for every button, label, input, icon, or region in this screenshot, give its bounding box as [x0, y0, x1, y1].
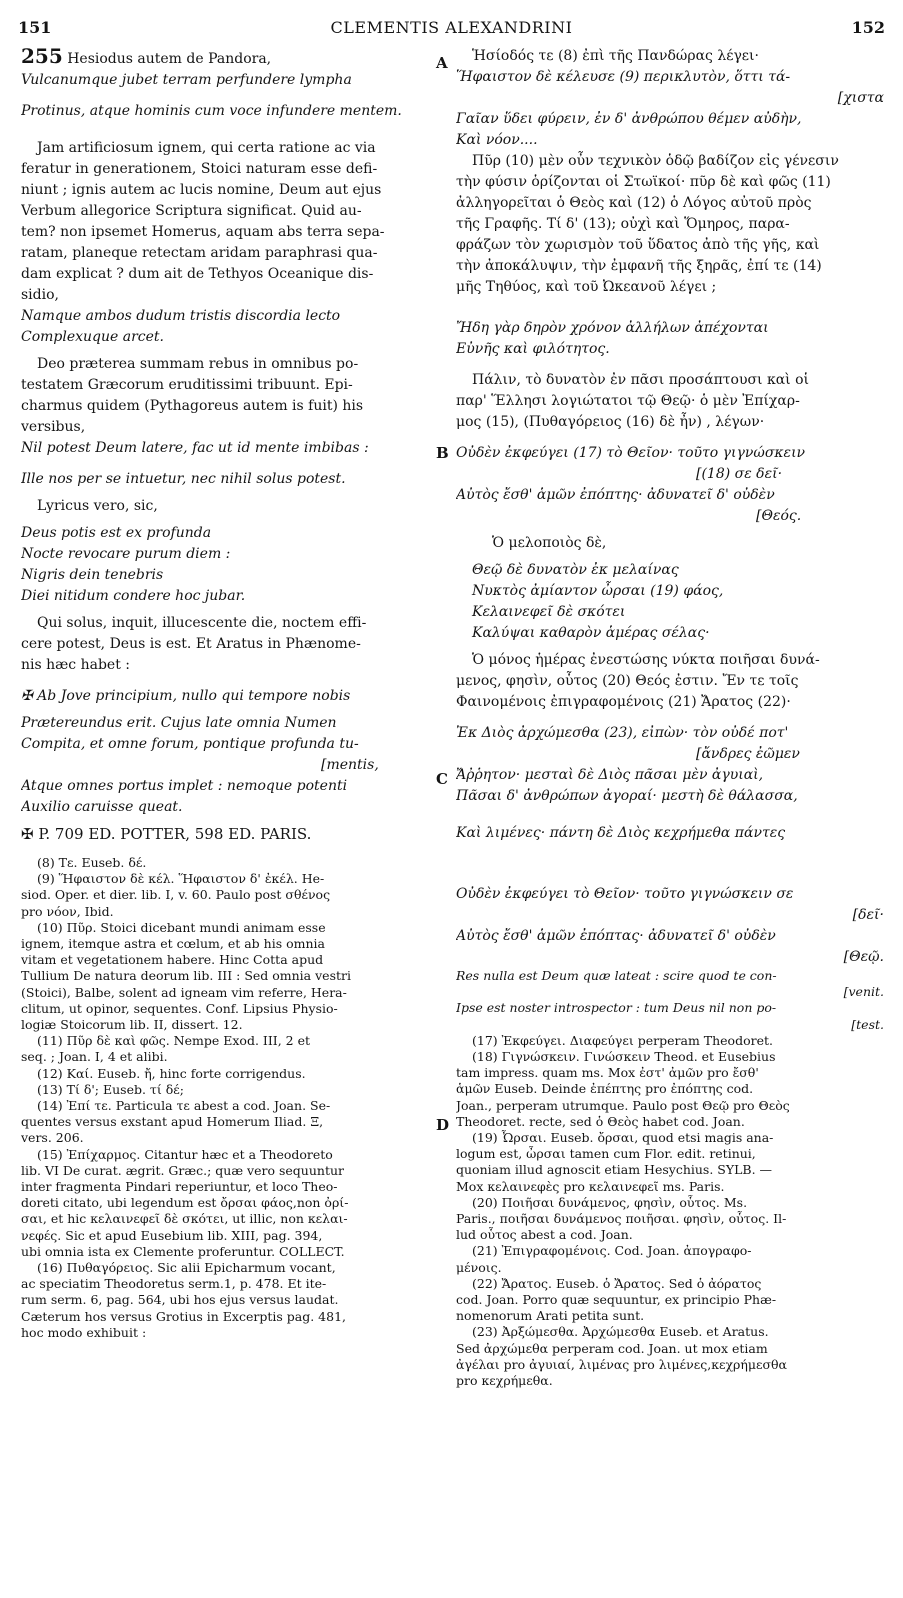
greek-verse-line: Καὶ λιμένες· πάντη δὲ Διὸς κεχρήμεθα πάντες — [456, 825, 786, 841]
latin-paragraph-line: nis hæc habet : — [21, 657, 130, 673]
greek-verse-continuation: [Θεῷ. — [843, 949, 884, 965]
footnote-line: μένοις. — [456, 1259, 502, 1275]
greek-paragraph-line: φράζων τὸν χωρισμὸν τοῦ ὕδατος ἀπὸ τῆς γῆς, καὶ — [456, 237, 820, 253]
footnote-line: (8) Τε. Euseb. δέ. — [37, 855, 147, 870]
footnote-line: Tullium De natura deorum lib. III : Sed omnia vestri — [21, 968, 351, 984]
greek-verse-line: Θεῷ δὲ δυνατὸν ἐκ μελαίνας — [472, 562, 679, 578]
footnote-line: ἀγέλαι pro ἀγυιαί, λιμένας pro λιμένες,κεχρήμεσθα — [456, 1356, 787, 1372]
footnote-line: (13) Τί δ'; Euseb. τί δέ; — [37, 1081, 184, 1097]
greek-paragraph-line: τὴν ἀποκάλυψιν, τὴν ἐμφανῆ τῆς ξηρᾶς, ἐπί τε (14) — [456, 258, 822, 274]
latin-verse-line: Nil potest Deum latere, fac ut id mente imbibas : — [21, 440, 369, 456]
greek-paragraph-line: τὴν φύσιν ὁρίζονται οἱ Στωϊκοί· πῦρ δὲ καὶ φῶς (11) — [456, 174, 831, 190]
greek-verse-line: Νυκτὸς ἀμίαντον ὦρσαι (19) φάος, — [472, 583, 724, 599]
footnote-line: (19) Ὦρσαι. Euseb. ὄρσαι, quod etsi magis ana- — [472, 1130, 774, 1146]
greek-paragraph-line: παρ' Ἕλλησι λογιώτατοι τῷ Θεῷ· ὁ μὲν Ἐπίχαρ- — [456, 393, 800, 409]
latin-verse-line: Deus potis est ex profunda — [21, 525, 212, 541]
grotius-version — [456, 884, 884, 1033]
greek-paragraph-line: μος (15), (Πυθαγόρειος (16) δὲ ἦν) , λέγων· — [456, 414, 765, 430]
greek-verse-line: Πᾶσαι δ' ἀνθρώπων ἀγοραί· μεστὴ δὲ θάλασσα, — [456, 788, 798, 804]
greek-paragraph-line: μενος, φησὶν, οὗτος (20) Θεός ἐστιν. Ἔν τε τοῖς — [456, 673, 799, 689]
latin-paragraph-line: dam explicat ? dum ait de Tethyos Oceanique dis- — [21, 266, 374, 282]
latin-verse-line: Vulcanumque jubet terram perfundere lympha — [21, 72, 352, 88]
latin-verse-line: Nocte revocare purum diem : — [21, 546, 231, 562]
footnote-line: (Stoici), Balbe, solent ad igneam vim referre, Hera- — [21, 984, 347, 1000]
footnote-line: Cæterum hos versus Grotius in Excerptis pag. 481, — [21, 1308, 346, 1324]
footnote-line: (22) Ἄρατος. Euseb. ὁ Ἄρατος. Sed ὁ ἀόρατος — [472, 1275, 762, 1291]
lyricus-line: Lyricus vero, sic, — [37, 498, 158, 514]
greek-paragraph-line: Φαινομένοις ἐπιγραφομένοις (21) Ἄρατος (22)· — [456, 694, 791, 710]
latin-paragraph-line: Deo præterea summam rebus in omnibus po- — [37, 356, 359, 372]
latin-verse-continuation: [test. — [851, 1016, 884, 1032]
footnote-line: quoniam illud agnoscit etiam Hesychius. SYLB. — — [456, 1162, 773, 1178]
latin-verse-line: Atque omnes portus implet : nemoque potenti — [21, 778, 348, 794]
footnote-line: doreti citato, ubi legendum est ὄρσαι φάος,non ὀρί- — [21, 1195, 349, 1211]
greek-verse-line: Αὐτὸς ἔσθ' ἁμῶν ἐπόπτας· ἀδυνατεῖ δ' οὐδὲν — [456, 928, 776, 944]
latin-verse-line: Ille nos per se intuetur, nec nihil solus potest. — [21, 471, 346, 487]
latin-verse-line: Diei nitidum condere hoc jubar. — [21, 588, 246, 604]
paragraph-number: 255 — [21, 46, 63, 68]
footnote-line: siod. Oper. et dier. lib. I, v. 60. Paulo post σθένος — [21, 887, 331, 903]
latin-verse-line: Nigris dein tenebris — [21, 567, 164, 583]
footnote-line: (23) Ἀρξώμεσθα. Ἀρχώμεσθα Euseb. et Aratus. — [472, 1324, 769, 1340]
greek-paragraph-line: τῆς Γραφῆς. Τί δ' (13); οὐχὶ καὶ Ὅμηρος, παρα- — [456, 216, 790, 232]
greek-verse-continuation: [δεῖ· — [852, 907, 884, 923]
footnote-line: nomenorum Arati petita sunt. — [456, 1308, 645, 1324]
footnote-line: pro νόον, Ibid. — [21, 903, 114, 919]
footnote-line: rum serm. 6, pag. 564, ubi hos ejus versus laudat. — [21, 1292, 339, 1308]
greek-verse-line: Ἥφαιστον δὲ κέλευσε (9) περικλυτὸν, ὅττι τά- — [456, 69, 791, 85]
greek-verse-line: Ἐκ Διὸς ἀρχώμεσθα (23), εἰπὼν· τὸν οὐδέ ποτ' — [456, 725, 789, 741]
latin-paragraph-line: tem? non ipsemet Homerus, aquam abs terra sepa- — [21, 224, 385, 240]
greek-verse-line: Γαῖαν ὕδει φύρειν, ἐν δ' ἀνθρώπου θέμεν αὐδὴν, — [456, 111, 802, 127]
latin-paragraph-line: cere potest, Deus is est. Et Aratus in Phænome- — [21, 636, 361, 652]
margin-marker-c: C — [436, 770, 448, 788]
latin-verse-line: Auxilio caruisse queat. — [21, 799, 183, 815]
footnote-line: (17) Ἐκφεύγει. Διαφεύγει perperam Theodoret. — [472, 1032, 773, 1048]
edition-reference: ✠ P. 709 ED. POTTER, 598 ED. PARIS. — [21, 825, 312, 843]
footnote-line: seq. ; Joan. I, 4 et alibi. — [21, 1049, 168, 1065]
footnote-line: (20) Ποιῆσαι δυνάμενος, φησὶν, οὗτος. Ms. — [472, 1194, 748, 1210]
footnote-line: ubi omnia ista ex Clemente proferuntur. COLLECT. — [21, 1243, 345, 1259]
latin-paragraph-line: ratam, planeque retectam aridam paraphrasi qua- — [21, 245, 378, 261]
footnote-line: clitum, ut opinor, sequentes. Conf. Lipsius Physio- — [21, 1000, 338, 1016]
greek-verse-continuation: [Θεός. — [756, 508, 802, 524]
footnote-line: (21) Ἐπιγραφομένοις. Cod. Joan. ἀπογραφο- — [472, 1243, 752, 1259]
greek-verse-line: Εὐνῆς καὶ φιλότητος. — [456, 341, 610, 357]
running-header — [14, 14, 889, 40]
greek-column — [456, 46, 884, 1389]
footnote-line: ἁμῶν Euseb. Deinde ἐπέπτης pro ἐπόπτης cod. — [456, 1081, 754, 1097]
greek-verse-line: Οὐδὲν ἐκφεύγει τὸ Θεῖον· τοῦτο γιγνώσκειν σε — [456, 886, 794, 902]
margin-marker-d: D — [436, 1116, 450, 1134]
latin-intro: 255 Hesiodus autem de Pandora, — [21, 46, 272, 68]
latin-verse-line: Res nulla est Deum quæ lateat : scire quod te con- — [456, 968, 777, 983]
latin-paragraph-line: feratur in generationem, Stoici naturam esse defi- — [21, 161, 378, 177]
footnote-line: ignem, itemque astra et cœlum, et ab his omnia — [21, 936, 325, 952]
latin-verse-line: Namque ambos dudum tristis discordia lecto — [21, 308, 341, 324]
footnote-line: (9) Ἥφαιστον δὲ κέλ. Ἥφαιστον δ' ἐκέλ. He- — [37, 871, 325, 887]
page-number-left: 151 — [18, 18, 52, 37]
latin-verse-line: Ipse est noster introspector : tum Deus nil non po- — [456, 1000, 777, 1016]
latin-paragraph-line: Verbum allegorice Scriptura significat. Quid au- — [21, 203, 362, 219]
footnote-line: (12) Καί. Euseb. ἤ, hinc forte corrigendus. — [37, 1065, 306, 1081]
latin-verse-continuation: [venit. — [843, 984, 884, 1000]
latin-paragraph-line: versibus, — [21, 419, 86, 435]
margin-marker-a: A — [436, 54, 448, 72]
greek-verse-line: Ἤδη γὰρ δηρὸν χρόνον ἀλλήλων ἀπέχονται — [456, 320, 769, 336]
footnote-line: ac speciatim Theodoretus serm.1, p. 478. Et ite- — [21, 1276, 327, 1292]
greek-verse-line: Καλύψαι καθαρὸν ἁμέρας σέλας· — [472, 625, 710, 641]
melopoios-line: Ὁ μελοποιὸς δὲ, — [492, 535, 607, 551]
footnotes-right — [456, 1033, 884, 1389]
footnote-line: (11) Πῦρ δὲ καὶ φῶς. Nempe Exod. III, 2 et — [37, 1033, 310, 1049]
footnote-line: lud οὗτος abest a cod. Joan. — [456, 1227, 633, 1243]
latin-paragraph-line: sidio, — [21, 287, 59, 303]
latin-paragraph-line: niunt ; ignis autem ac lucis nomine, Deum aut ejus — [21, 182, 382, 198]
greek-paragraph-line: Ὁ μόνος ἡμέρας ἐνεστώσης νύκτα ποιῆσαι δυνά- — [472, 652, 820, 668]
footnote-line: lib. VI De curat. ægrit. Græc.; quæ vero sequuntur — [21, 1162, 345, 1178]
footnote-line: (16) Πυθαγόρειος. Sic alii Epicharmum vocant, — [37, 1260, 336, 1276]
greek-verse-line: Καὶ νόον.... — [456, 132, 538, 148]
footnote-line: Paris., ποιῆσαι δυνάμενος ποιῆσαι. φησὶν, οὗτος. Il- — [456, 1211, 787, 1227]
footnote-line: Joan., perperam utrumque. Paulo post Θεῷ pro Θεὸς — [456, 1097, 790, 1113]
latin-verse-line: Compita, et omne forum, pontique profunda tu- — [21, 736, 359, 752]
greek-verse-continuation: [ἄνδρες ἐῶμεν — [696, 746, 800, 762]
footnote-line: quentes versus exstant apud Homerum Iliad. Ξ, — [21, 1114, 324, 1130]
footnote-line: pro κεχρήμεθα. — [456, 1373, 553, 1389]
greek-intro: Ἡσίοδός τε (8) ἐπὶ τῆς Πανδώρας λέγει· — [472, 48, 759, 64]
latin-verse-line: ✠ Ab Jove principium, nullo qui tempore nobis — [21, 688, 351, 704]
greek-paragraph-line: Πῦρ (10) μὲν οὖν τεχνικὸν ὁδῷ βαδίζον εἰς γένεσιν — [472, 153, 839, 169]
footnote-line: νεφές. Sic et apud Eusebium lib. XIII, pag. 394, — [21, 1227, 323, 1243]
footnote-line: vers. 206. — [21, 1130, 84, 1146]
latin-verse-line: Protinus, atque hominis cum voce infundere mentem. — [21, 103, 402, 119]
footnote-line: logiæ Stoicorum lib. II, dissert. 12. — [21, 1017, 243, 1033]
greek-verse-line: Οὐδὲν ἐκφεύγει (17) τὸ Θεῖον· τοῦτο γιγνώσκειν — [456, 445, 806, 461]
latin-paragraph-line: charmus quidem (Pythagoreus autem is fuit) his — [21, 398, 364, 414]
footnote-line: (15) Ἐπίχαρμος. Citantur hæc et a Theodoreto — [37, 1146, 333, 1162]
latin-verse-line: Complexuque arcet. — [21, 329, 165, 345]
footnote-line: Sed ἀρχώμεθα perperam cod. Joan. ut mox etiam — [456, 1340, 768, 1356]
greek-paragraph-line: Πάλιν, τὸ δυνατὸν ἐν πᾶσι προσάπτουσι καὶ οἱ — [472, 372, 810, 388]
greek-paragraph-line: ἀλληγορεῖται ὁ Θεὸς καὶ (12) ὁ Λόγος αὐτοῦ πρὸς — [456, 195, 812, 211]
latin-verse-continuation: [mentis, — [321, 757, 379, 773]
latin-verse-line: Prætereundus erit. Cujus late omnia Numen — [21, 715, 337, 731]
footnote-line: hoc modo exhibuit : — [21, 1324, 147, 1340]
latin-paragraph-line: Qui solus, inquit, illucescente die, noctem effi- — [37, 615, 367, 631]
greek-verse-continuation: [(18) σε δεῖ· — [696, 466, 783, 482]
latin-paragraph-line: testatem Græcorum eruditissimi tribuunt. Epi- — [21, 377, 353, 393]
footnote-line: Theodoret. recte, sed ὁ Θεὸς habet cod. Joan. — [456, 1113, 745, 1129]
footnote-line: inter fragmenta Pindari reperiuntur, et loco Theo- — [21, 1179, 338, 1195]
greek-verse-continuation: [χιστα — [837, 90, 884, 106]
footnote-line: σαι, et hic κελαινεφεῖ δὲ σκότει, ut illic, non κελαι- — [21, 1211, 348, 1227]
greek-verse-line: Αὐτὸς ἔσθ' ἁμῶν ἐπόπτης· ἀδυνατεῖ δ' οὐδὲν — [456, 487, 775, 503]
running-title: CLEMENTIS ALEXANDRINI — [330, 18, 573, 37]
footnote-line: cod. Joan. Porro quæ sequuntur, ex principio Phæ- — [456, 1292, 777, 1308]
footnote-line: tam impress. quam ms. Mox ἐστ' ἀμῶν pro ἔσθ' — [456, 1065, 759, 1081]
latin-paragraph-line: Jam artificiosum ignem, qui certa ratione ac via — [37, 140, 376, 156]
footnote-line: Mox κελαινεφὲς pro κελαινεφεῖ ms. Paris. — [456, 1178, 725, 1194]
greek-verse-line: Κελαινεφεῖ δὲ σκότει — [472, 604, 626, 620]
page-number-right: 152 — [851, 18, 885, 37]
footnotes-left — [21, 855, 436, 1341]
footnote-line: (18) Γιγνώσκειν. Γινώσκειν Theod. et Eusebius — [472, 1049, 776, 1065]
footnote-line: vitam et vegetationem habere. Hinc Cotta apud — [21, 952, 324, 968]
footnote-line: (10) Πῦρ. Stoici dicebant mundi animam esse — [37, 919, 326, 935]
latin-column — [21, 46, 436, 1341]
greek-verse-line: Ἄῤῥητον· μεσταὶ δὲ Διὸς πᾶσαι μὲν ἀγυιαὶ, — [456, 767, 764, 783]
greek-paragraph-line: μῆς Τηθύος, καὶ τοῦ Ὠκεανοῦ λέγει ; — [456, 279, 717, 295]
footnote-line: (14) Ἐπί τε. Particula τε abest a cod. Joan. Se- — [37, 1098, 331, 1114]
footnote-line: logum est, ὦρσαι tamen cum Flor. edit. retinui, — [456, 1146, 756, 1162]
margin-marker-b: B — [436, 444, 449, 462]
